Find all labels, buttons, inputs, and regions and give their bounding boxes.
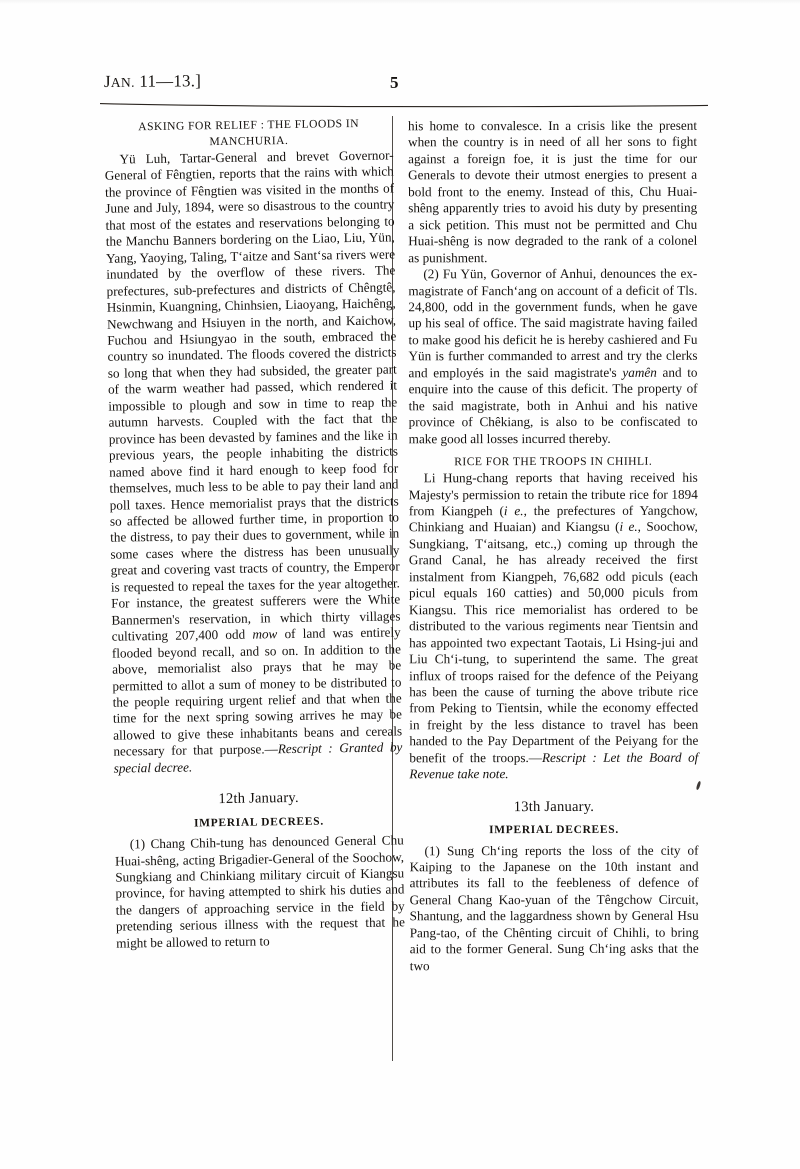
- folio-date-rest: 11—13.]: [134, 71, 202, 91]
- right-paragraph-3: [409, 470, 699, 783]
- right-section-title: RICE FOR THE TROOPS IN CHIHLI.: [454, 454, 653, 469]
- page-number: 5: [390, 73, 399, 92]
- header-rule: [100, 103, 708, 108]
- left-date-heading: 12th January.: [218, 790, 299, 808]
- running-head: [104, 72, 704, 98]
- right-p3-italic-rescript: Rescript : Let the Board of Revenue take note.: [409, 749, 699, 782]
- left-paragraph-2: (1) Chang Chih-tung has denounced General Chu Huai-shêng, acting Brigadier-General of the Soochow, Sungkiang and Chinkiang military circuit of Kiangsu province, for having attempted to shirk his duties and the dangers of approaching service in the field by pretending serious illness with the request that he might be allowed to return to: [114, 832, 406, 951]
- right-date-heading: 13th January.: [513, 798, 595, 815]
- left-column: [104, 115, 405, 951]
- left-section-title-line1: ASKING FOR RELIEF : THE FLOODS IN: [138, 116, 360, 134]
- right-p3-text-b: , the prefectures of Yangchow, Chinkiang and Huaian) and Kiangsu (: [408, 502, 698, 535]
- left-paragraph-1: [104, 147, 402, 776]
- right-paragraph-4: (1) Sung Ch‘ing reports the loss of the city of Kaiping to the Japanese on the 10th instant and attributes its fall to the feebleness of defence of General Chang Kao-yuan of the Têngchow Circuit, Shantung, and the laggardness shown by General Hsu Pang-tao, of the Chênting circuit of Chihli, to bring aid to the former General. Sung Ch‘ing asks that the two: [409, 842, 699, 974]
- left-p1-italic-mow: mow: [252, 626, 278, 642]
- left-p1-text-b: of land was entirely flooded beyond recall, and so on. In addition to the above, memorialist also prays that he may be permitted to allot a sum of money to be distributed to the people requiring urgent relief and that when the time for the next spring sowing arrives he may be allowed to give these inhabitants beans and cereals necessary for that purpose.—: [111, 624, 403, 759]
- left-p1-text-a: Yü Luh, Tartar-General and brevet Governor-General of Fêngtien, reports that the rains with which the province of Fêngtien was visited in the months of June and July, 1894, were so disastrous to the country that most of the estates and reservations belonging to the Manchu Banners bordering on the Liao, Liu, Yün, Yang, Yaoying, Taling, T‘aitze and Sant‘sa rivers were inundated by the overflow of these rivers. The prefectures, sub-prefectures and districts of Chêngtê, Hsinmin, Kuangning, Chinhsien, Liaoyang, Haichêng, Newchwang and Hsiuyen in the north, and Kaichow, Fuchou and Hsiungyao in the south, embraced the country so inundated. The floods covered the districts so long that when they had subsided, the greater part of the warm weather had passed, which rendered it impossible to plough and sow in time to reap the autumn harvests. Coupled with the fact that the province has been devasted by famines and the like in previous years, the people inhabiting the districts named above find it hard enough to keep food for themselves, much less to be able to pay their land and poll taxes. Hence memorialist prays that the districts so affected be allowed further time, in proportion to the distress, to pay their dues to government, while in some cases where the distress has been unusually great and covering vast tracts of country, the Emperor is requested to repeal the taxes for the year altogether. For instance, the greatest sufferers were the White Bannermen's reservation, in which thirty villages cultivating 207,400 odd: [104, 147, 401, 644]
- right-p2-italic-yamen: yamên: [622, 364, 657, 380]
- right-p2-text-a: (2) Fu Yün, Governor of Anhui, denounces the ex-magistrate of Fanch‘ang on account of a deficit of Tls. 24,800, odd in the government funds, when he gave up his seal of office. The said magistrate having failed to make good his deficit he is hereby cashiered and Fu Yün is further commanded to arrest and try the clerks and employés in the said magistrate's: [408, 265, 698, 381]
- folio-date-smallcaps: AN.: [110, 74, 135, 90]
- right-column: [408, 118, 699, 975]
- right-imperial-decrees-heading: IMPERIAL DECREES.: [489, 823, 619, 837]
- left-section-title-line2: MANCHURIA.: [209, 133, 289, 149]
- right-paragraph-2: [408, 266, 697, 448]
- page-edge-shading: [0, 0, 800, 4]
- right-p3-text-a: Li Hung-chang reports that having received his Majesty's permission to retain the tribute rice for 1894 from Kiangpeh (: [408, 469, 698, 519]
- folio-date: [104, 71, 201, 92]
- right-p3-text-c: , Soochow, Sungkiang, T‘aitsang, etc.,) coming up through the Grand Canal, he has already received the first instalment from Kiangpeh, 76,682 odd piculs (each picul equals 160 catties) and 50,000 piculs from Kiangsu. This rice memorialist has ordered to be distributed to the various regiments near Tientsin and has appointed two expectant Taotais, Li Hsing-jui and Liu Ch‘i-tung, to superintend the same. The great influx of troops raised for the defence of the Peiyang has been the cause of turning the above tribute rice from Peking to Tientsin, while the economy effected in freight by the less distance to travel has been handed to the Pay Department of the Peiyang for the benefit of the troops.—: [408, 519, 699, 766]
- left-p1-italic-rescript: Rescript : Granted by special decree.: [113, 739, 403, 776]
- folio-date-initial: J: [103, 71, 111, 91]
- right-paragraph-1: his home to convalesce. In a crisis like the present when the country is in need of all her sons to fight against a foreign foe, it is just the time for our Generals to devote their utmost energies to present a bold front to the enemy. Instead of this, Chu Huai-shêng apparently tries to avoid his duty by presenting a sick petition. This must not be permitted and Chu Huai-shêng is now degraded to the rank of a colonel as punishment.: [408, 117, 698, 265]
- left-imperial-decrees-heading: IMPERIAL DECREES.: [193, 815, 324, 830]
- right-p3-italic-ie-2: i e.: [619, 519, 638, 535]
- right-p3-italic-ie-1: i e.: [503, 503, 524, 519]
- right-p2-text-b: and to enquire into the cause of this deficit. The property of the said magistrate, both in Anhui and his native province of Chêkiang, is also to be confiscated to make good all losses incurred thereby.: [408, 364, 698, 446]
